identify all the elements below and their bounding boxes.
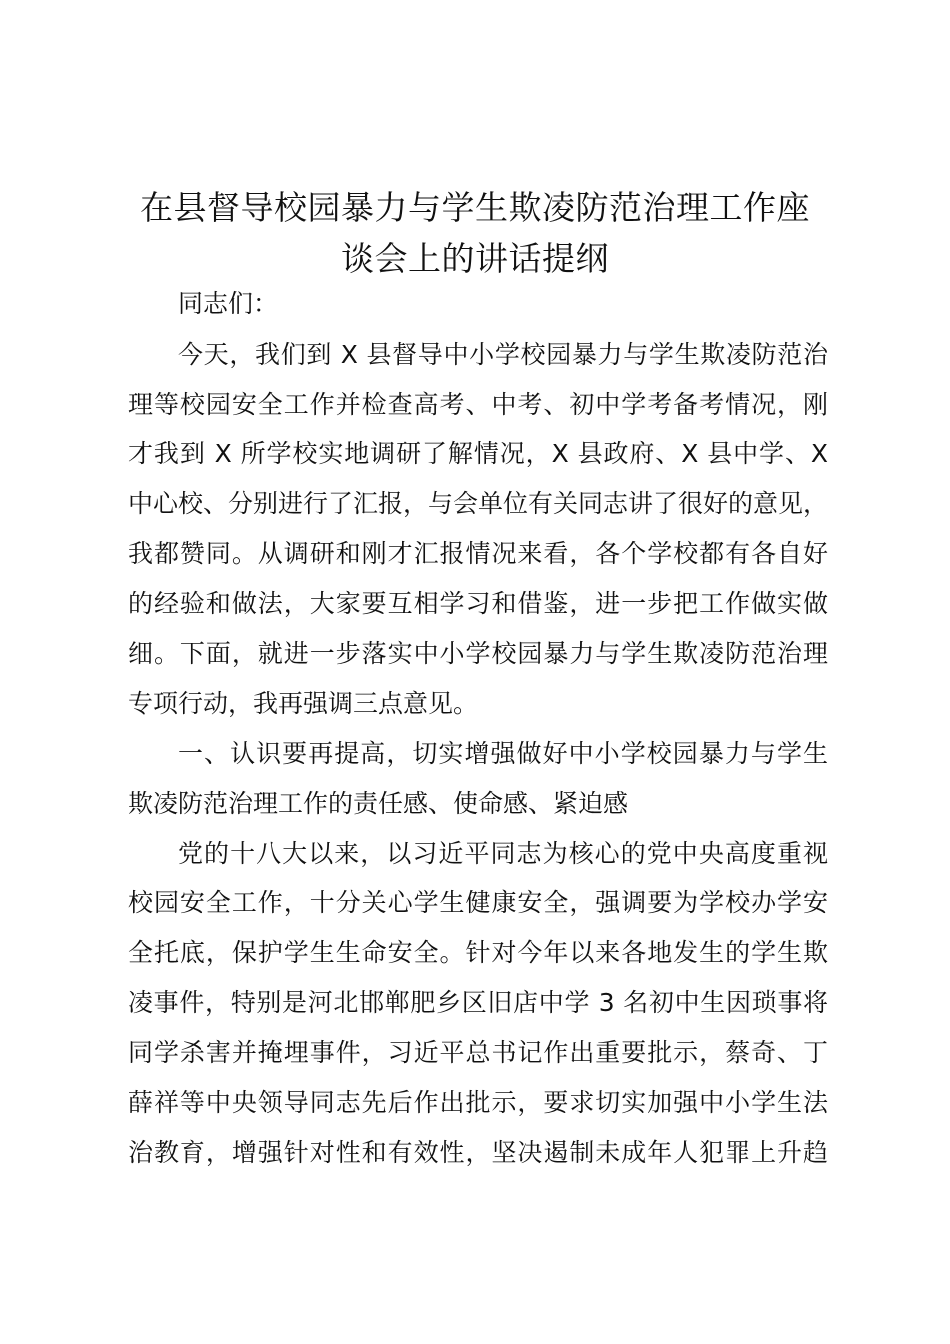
section-heading-1-line-1: 一、认识要再提高，切实增强做好中小学校园暴力与学生 [178,739,828,768]
paragraph-1-line-5: 我都赞同。从调研和刚才汇报情况来看，各个学校都有各自好 [128,539,828,568]
section-heading-1-line-2: 欺凌防范治理工作的责任感、使命感、紧迫感 [128,789,629,818]
paragraph-1-line-3: 才我到 X 所学校实地调研了解情况，X 县政府、X 县中学、X [128,439,828,468]
paragraph-1-line-7: 细。下面，就进一步落实中小学校园暴力与学生欺凌防范治理 [128,639,828,668]
paragraph-3-line-3: 全托底，保护学生生命安全。针对今年以来各地发生的学生欺 [128,938,828,967]
document-title [100,182,850,284]
paragraph-1-line-6: 的经验和做法，大家要互相学习和借鉴，进一步把工作做实做 [128,589,828,618]
paragraph-3-line-4: 凌事件，特别是河北邯郸肥乡区旧店中学 3 名初中生因琐事将 [128,988,828,1017]
salutation: 同志们： [178,289,279,318]
paragraph-3-line-6: 薛祥等中央领导同志先后作出批示，要求切实加强中小学生法 [128,1088,828,1117]
paragraph-1-line-8: 专项行动，我再强调三点意见。 [128,689,479,718]
paragraph-3-line-2: 校园安全工作，十分关心学生健康安全，强调要为学校办学安 [128,888,828,917]
paragraph-1-line-4: 中心校、分别进行了汇报，与会单位有关同志讲了很好的意见， [128,489,829,518]
paragraph-1-line-1: 今天，我们到 X 县督导中小学校园暴力与学生欺凌防范治 [178,340,828,369]
paragraph-3-line-7: 治教育，增强针对性和有效性，坚决遏制未成年人犯罪上升趋 [128,1138,828,1167]
paragraph-3-line-5: 同学杀害并掩埋事件，习近平总书记作出重要批示，蔡奇、丁 [128,1038,828,1067]
paragraph-1-line-2: 理等校园安全工作并检查高考、中考、初中学考备考情况，刚 [128,390,828,419]
paragraph-3-line-1: 党的十八大以来，以习近平同志为核心的党中央高度重视 [178,839,828,868]
title-line-1: 在县督导校园暴力与学生欺凌防范治理工作座 [140,188,810,227]
title-line-2: 谈会上的讲话提纲 [341,239,609,278]
